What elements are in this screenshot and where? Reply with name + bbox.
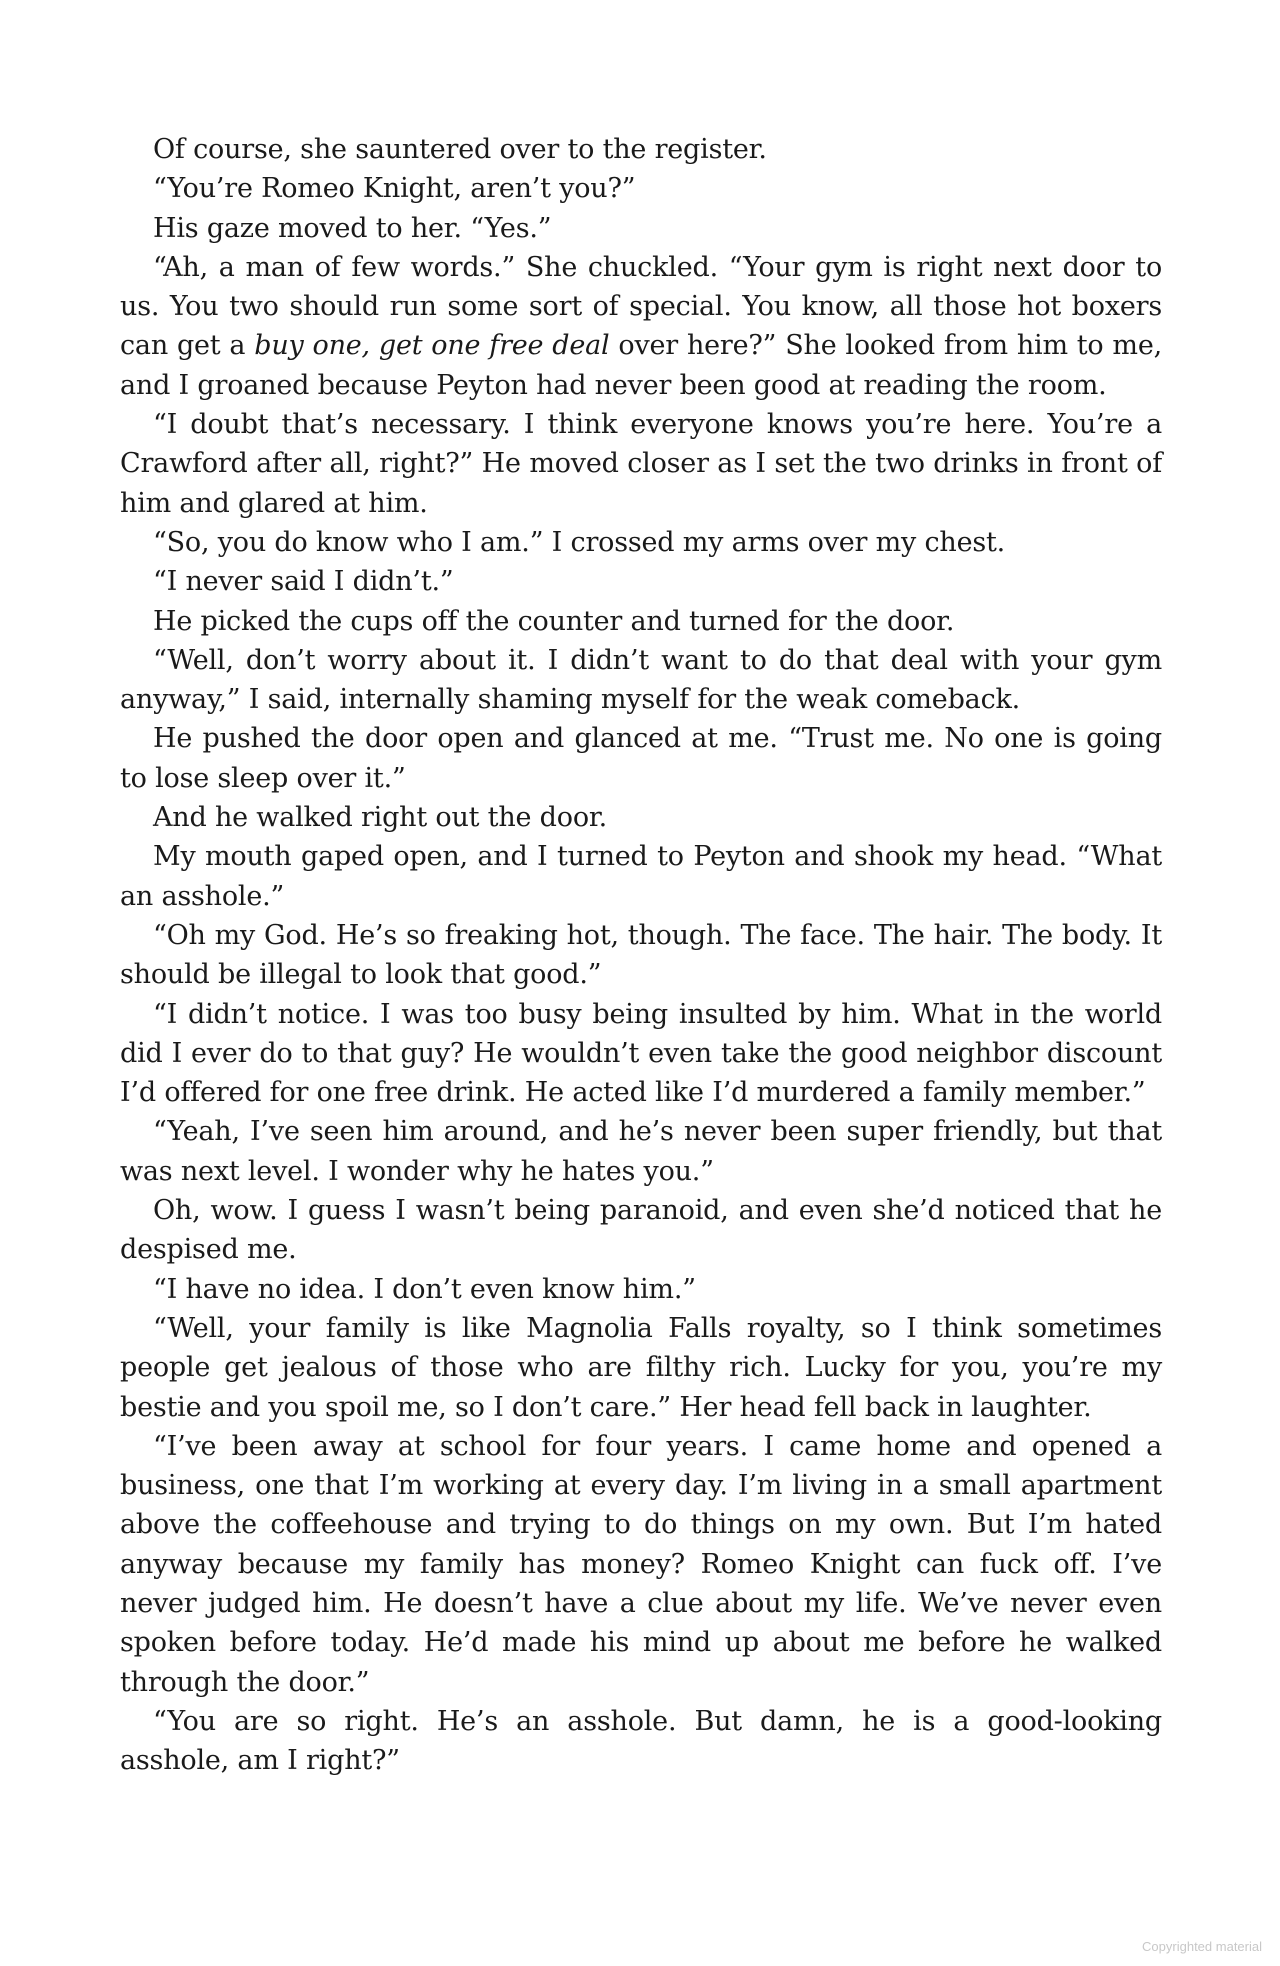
paragraph: “Oh my God. He’s so freaking hot, though. The face. The hair. The body. It should be illegal to look that good.”: [120, 919, 1162, 991]
paragraph: Of course, she sauntered over to the register.: [153, 134, 767, 165]
paragraph: His gaze moved to her. “Yes.”: [153, 212, 552, 244]
paragraph: Oh, wow. I guess I wasn’t being paranoid, and even she’d noticed that he despised me.: [120, 1195, 1162, 1266]
italic-phrase: buy one, get one free deal: [254, 330, 610, 362]
paragraph: “I have no idea. I don’t even know him.”: [153, 1273, 696, 1305]
paragraph: “I didn’t notice. I was too busy being insulted by him. What in the world did I ever do to that guy? He wouldn’t even take the good neighbor discount I’d offered for one free drink. He acted like I’d murdered a family member.”: [120, 998, 1162, 1109]
paragraph: “I’ve been away at school for four years. I came home and opened a business, one that I’m working at every day. I’m living in a small apartment above the coffeehouse and trying to do things on my own. But I’m hated anyway because my family has money? Romeo Knight can fuck off. I’ve never judged him. He doesn’t have a clue about my life. We’ve never even spoken before today. He’d made his mind up about me before he walked through the door.”: [120, 1430, 1162, 1698]
paragraph: And he walked right out the door.: [153, 802, 607, 834]
paragraph-with-italic: “Ah, a man of few words.” She chuckled. “Your gym is right next door to us. You two should run some sort of special. You know, all those hot boxers can get a buy one, get one free deal over here?” She looked from him to me, and I groaned because Peyton had never been good at reading the room.: [120, 251, 1162, 401]
paragraph: “Yeah, I’ve seen him around, and he’s never been super friendly, but that was next level. I wonder why he hates you.”: [120, 1116, 1162, 1187]
paragraph: “Well, your family is like Magnolia Falls royalty, so I think sometimes people get jealous of those who are filthy rich. Lucky for you, you’re my bestie and you spoil me, so I don’t care.” Her head fell back in laughter.: [120, 1312, 1162, 1423]
paragraph: “You’re Romeo Knight, aren’t you?”: [153, 173, 636, 205]
paragraph: He picked the cups off the counter and turned for the door.: [153, 605, 955, 637]
paragraph: “You are so right. He’s an asshole. But damn, he is a good-looking asshole, am I right?”: [120, 1705, 1162, 1777]
paragraph: “I never said I didn’t.”: [153, 566, 454, 598]
paragraph: He pushed the door open and glanced at me. “Trust me. No one is going to lose sleep over it.”: [120, 723, 1162, 794]
paragraph: “So, you do know who I am.” I crossed my arms over my chest.: [153, 526, 1006, 558]
paragraph: “Well, don’t worry about it. I didn’t want to do that deal with your gym anyway,” I said, internally shaming myself for the weak comeback.: [120, 644, 1162, 716]
paragraph: “I doubt that’s necessary. I think everyone knows you’re here. You’re a Crawford after all, right?” He moved closer as I set the two drinks in front of him and glared at him.: [120, 409, 1162, 519]
copyright-watermark: Copyrighted material: [1142, 1939, 1262, 1954]
paragraph: My mouth gaped open, and I turned to Peyton and shook my head. “What an asshole.”: [120, 841, 1162, 912]
book-page-body: [120, 130, 1162, 1780]
